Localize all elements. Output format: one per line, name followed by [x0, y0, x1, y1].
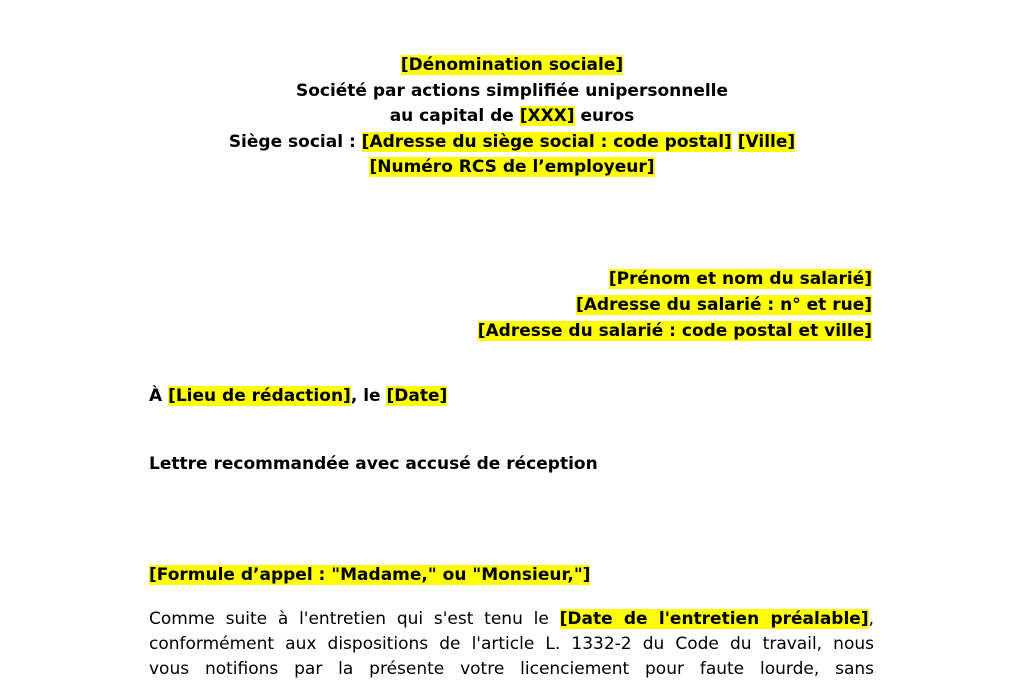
- place-prefix: À: [149, 386, 169, 406]
- salutation-field[interactable]: [Formule d’appel : "Madame," ou "Monsieur,"]: [149, 565, 591, 585]
- recipient-street-line: [478, 292, 872, 318]
- recipient-name-line: [478, 266, 872, 292]
- place-date-line: [149, 386, 447, 406]
- registered-mail-line: Lettre recommandée avec accusé de réception: [149, 454, 598, 474]
- company-name-line: [0, 53, 1024, 79]
- hq-city-field[interactable]: [Ville]: [737, 131, 796, 152]
- body-line-1-prefix: Comme suite à l'entretien qui s'est tenu le: [149, 609, 560, 629]
- company-header: [0, 53, 1024, 181]
- recipient-block: [478, 266, 872, 344]
- body-line-1: [149, 607, 874, 632]
- company-type-line: Société par actions simplifiée unipersonnelle: [295, 80, 729, 101]
- capital-line: [0, 104, 1024, 130]
- recipient-street-field[interactable]: [Adresse du salarié : n° et rue]: [575, 295, 872, 315]
- recipient-city-field[interactable]: [Adresse du salarié : code postal et ville]: [477, 321, 872, 341]
- rcs-field[interactable]: [Numéro RCS de l’employeur]: [369, 157, 655, 177]
- capital-suffix: euros: [574, 106, 635, 126]
- capital-amount-field[interactable]: [XXX]: [519, 106, 575, 126]
- body-line-2: conformément aux dispositions de l'article L. 1332-2 du Code du travail, nous: [149, 634, 874, 654]
- date-field[interactable]: [Date]: [386, 386, 448, 406]
- recipient-city-line: [478, 318, 872, 344]
- interview-date-field[interactable]: [Date de l'entretien préalable]: [559, 609, 869, 629]
- hq-address-field[interactable]: [Adresse du siège social : code postal]: [361, 131, 732, 152]
- body-paragraph: [149, 607, 874, 682]
- body-line-3: vous notifions par la présente votre licenciement pour faute lourde, sans: [149, 659, 874, 679]
- place-field[interactable]: [Lieu de rédaction]: [168, 386, 351, 406]
- body-line-1-suffix: ,: [868, 609, 875, 629]
- company-name-field[interactable]: [Dénomination sociale]: [400, 55, 624, 75]
- rcs-line: [0, 155, 1024, 181]
- hq-label: Siège social :: [228, 131, 362, 152]
- place-middle: , le: [350, 386, 387, 406]
- recipient-name-field[interactable]: [Prénom et nom du salarié]: [608, 269, 872, 289]
- capital-prefix: au capital de: [389, 106, 520, 126]
- hq-line: [0, 130, 1024, 156]
- salutation-line: [149, 565, 590, 585]
